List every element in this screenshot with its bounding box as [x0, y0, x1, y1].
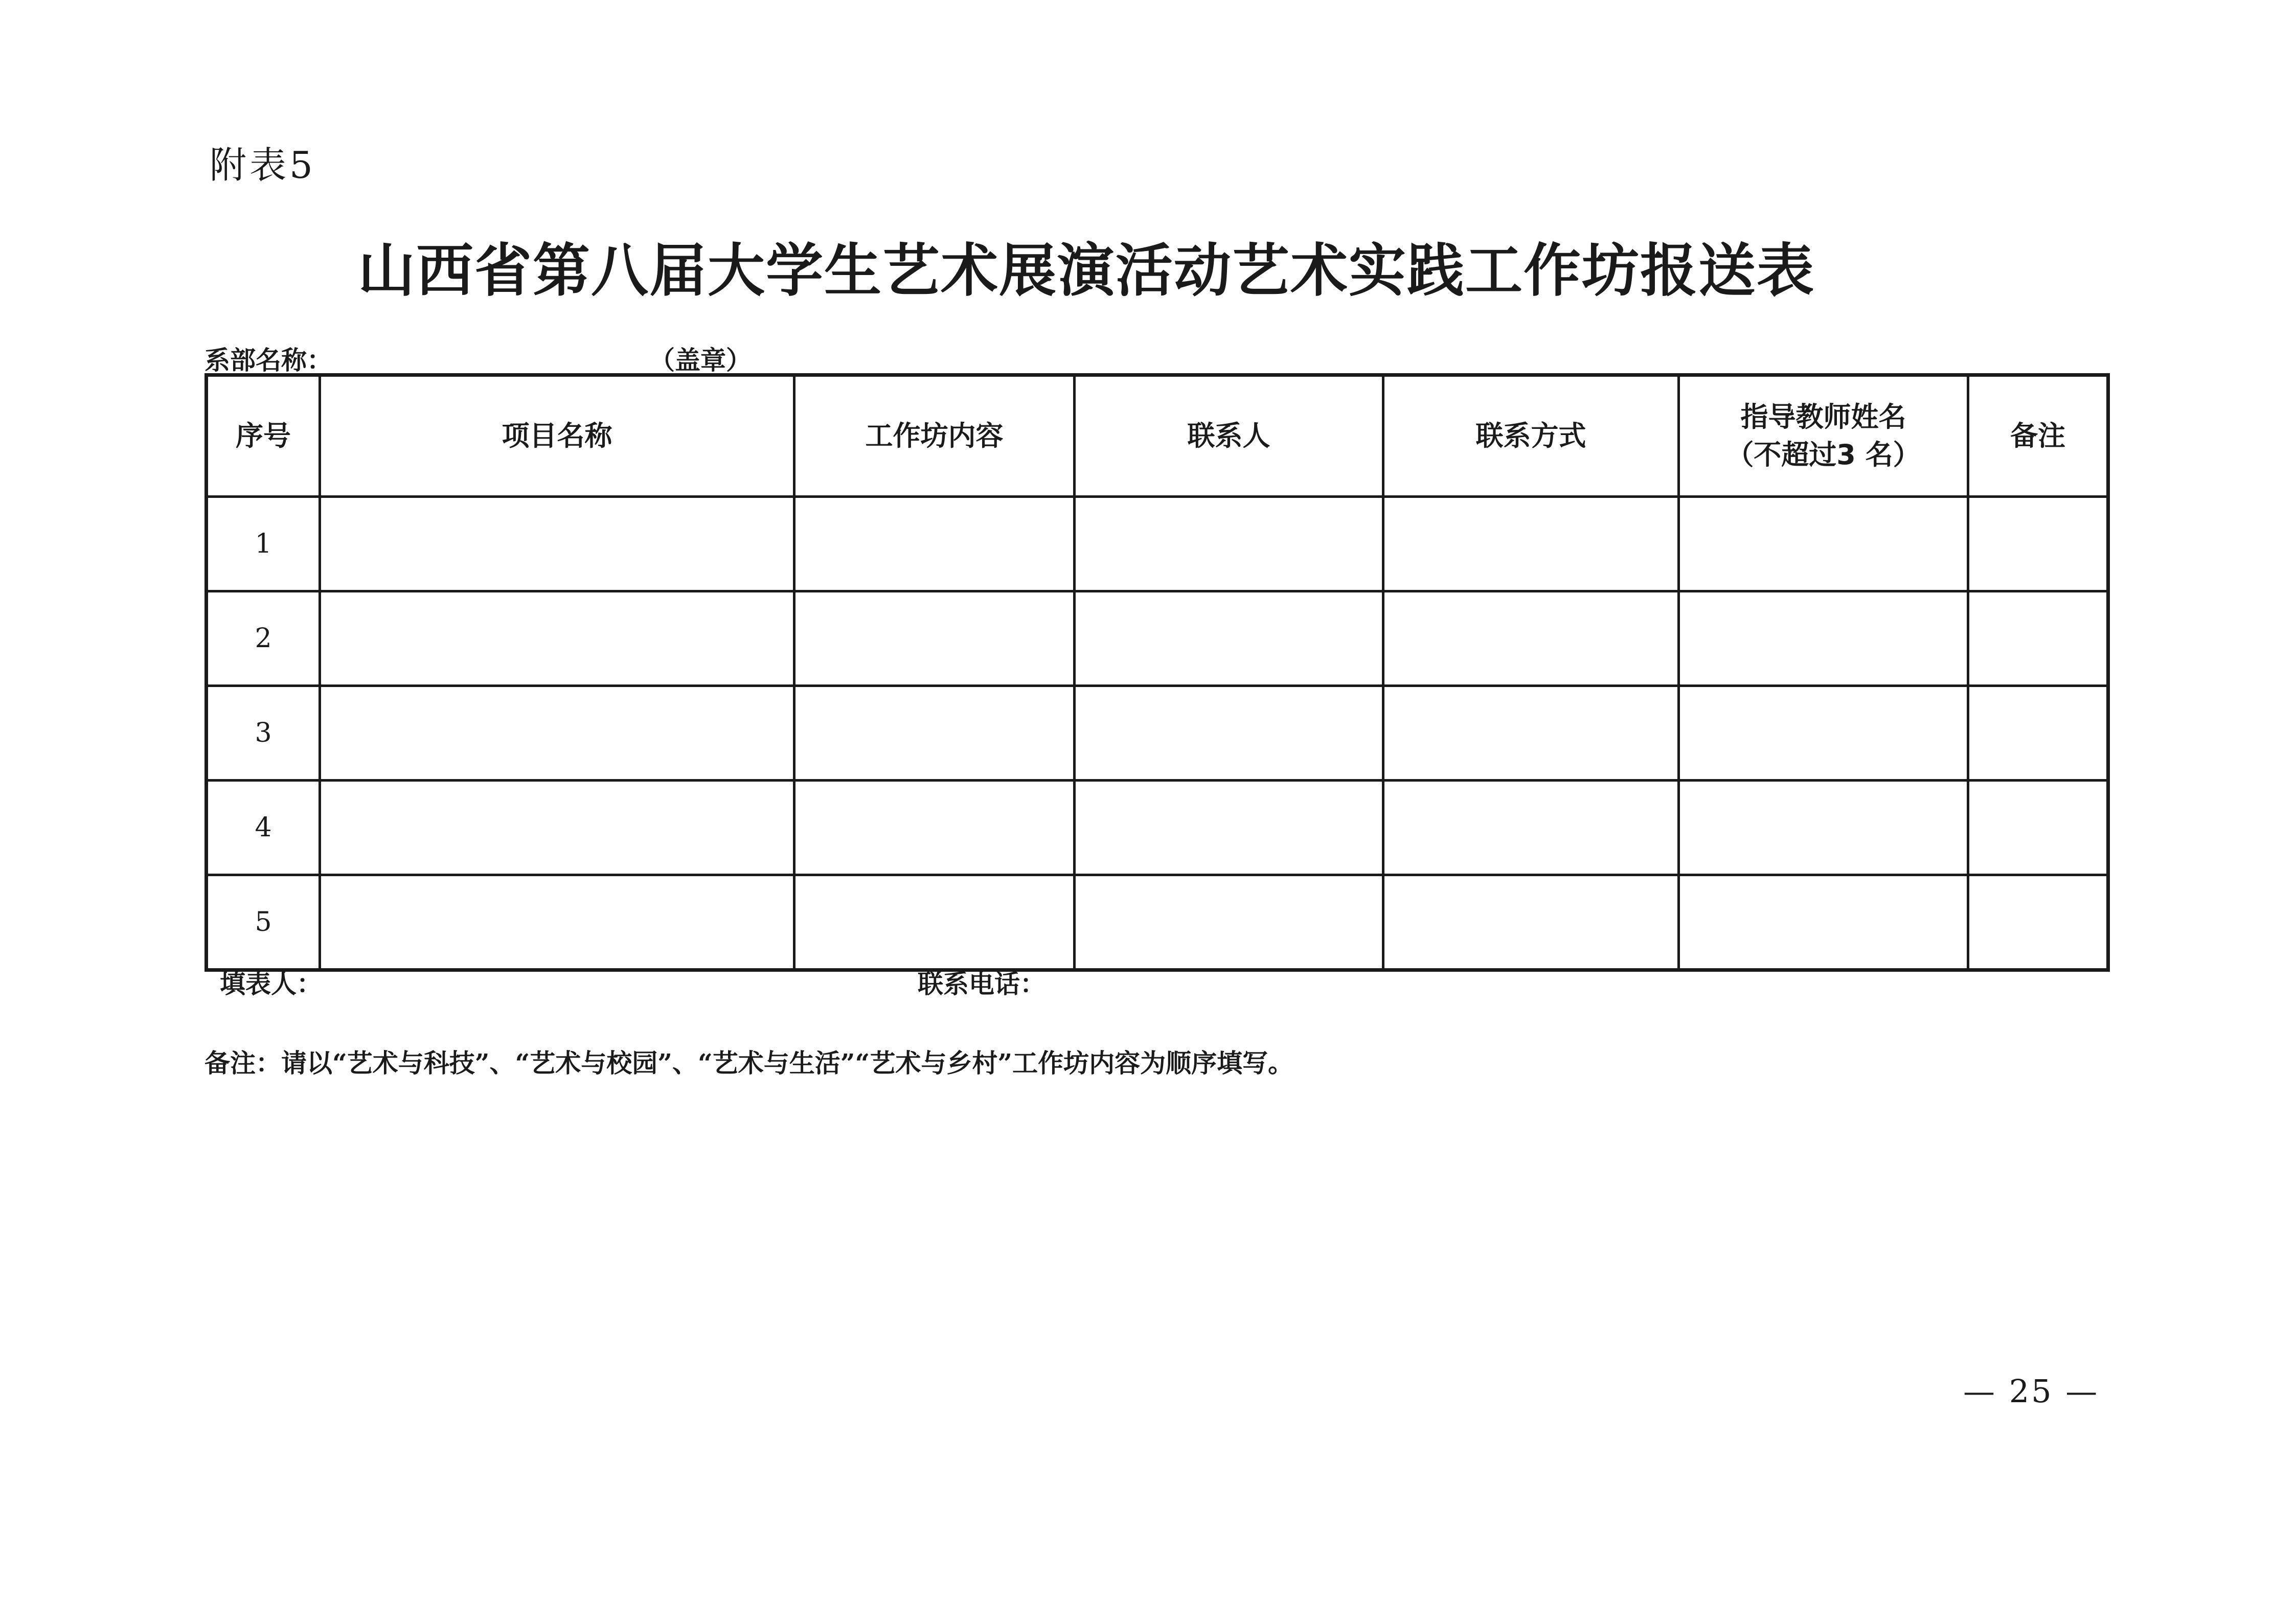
- contact-method-cell[interactable]: [1383, 781, 1679, 875]
- table-row: [207, 686, 2108, 781]
- workshop-content-cell[interactable]: [794, 591, 1075, 686]
- header-contact-method: 联系方式: [1383, 375, 1679, 497]
- contact-person-cell[interactable]: [1075, 781, 1383, 875]
- header-project-name: 项目名称: [320, 375, 794, 497]
- workshop-content-cell[interactable]: [794, 875, 1075, 970]
- project-name-cell[interactable]: [320, 875, 794, 970]
- project-name-cell[interactable]: [320, 686, 794, 781]
- header-remarks: 备注: [1968, 375, 2108, 497]
- table-row: [207, 497, 2108, 591]
- remarks-cell[interactable]: [1968, 781, 2108, 875]
- teacher-name-cell[interactable]: [1679, 875, 1968, 970]
- remarks-cell[interactable]: [1968, 591, 2108, 686]
- project-name-cell[interactable]: [320, 591, 794, 686]
- remarks-note: 备注：请以“艺术与科技”、“艺术与校园”、“艺术与生活”“艺术与乡村”工作坊内容为顺序填写。: [204, 1048, 1294, 1078]
- remarks-cell[interactable]: [1968, 875, 2108, 970]
- header-teacher-name-label: 指导教师姓名: [1740, 401, 1906, 433]
- workshop-content-cell[interactable]: [794, 781, 1075, 875]
- teacher-name-cell[interactable]: [1679, 781, 1968, 875]
- project-name-cell[interactable]: [320, 781, 794, 875]
- workshop-content-cell[interactable]: [794, 686, 1075, 781]
- page-title: 山西省第八届大学生艺术展演活动艺术实践工作坊报送表: [358, 238, 1815, 304]
- remarks-cell[interactable]: [1968, 497, 2108, 591]
- department-label: 系部名称：: [204, 345, 332, 375]
- workshop-content-cell[interactable]: [794, 497, 1075, 591]
- header-teacher-name-note: （不超过3 名）: [1726, 439, 1921, 471]
- filler-label: 填表人：: [220, 969, 322, 999]
- contact-person-cell[interactable]: [1075, 591, 1383, 686]
- teacher-name-cell[interactable]: [1679, 497, 1968, 591]
- table-header-row: [207, 375, 2108, 497]
- header-workshop-content: 工作坊内容: [794, 375, 1075, 497]
- department-blank-field[interactable]: [337, 347, 639, 377]
- contact-person-cell[interactable]: [1075, 686, 1383, 781]
- submission-table: [204, 373, 2110, 972]
- header-contact-person: 联系人: [1075, 375, 1383, 497]
- row-number-cell: 4: [207, 781, 320, 875]
- table-row: [207, 591, 2108, 686]
- contact-method-cell[interactable]: [1383, 686, 1679, 781]
- contact-person-cell[interactable]: [1075, 497, 1383, 591]
- contact-method-cell[interactable]: [1383, 875, 1679, 970]
- table-row: [207, 875, 2108, 970]
- header-teacher-name: [1679, 375, 1968, 497]
- remarks-cell[interactable]: [1968, 686, 2108, 781]
- seal-label: （盖章）: [649, 345, 752, 375]
- header-seq: 序号: [207, 375, 320, 497]
- contact-person-cell[interactable]: [1075, 875, 1383, 970]
- page-number: — 25 —: [1963, 1373, 2100, 1410]
- table-row: [207, 781, 2108, 875]
- row-number-cell: 5: [207, 875, 320, 970]
- contact-method-cell[interactable]: [1383, 497, 1679, 591]
- department-line: [204, 340, 752, 377]
- attachment-label: 附表5: [210, 144, 316, 187]
- project-name-cell[interactable]: [320, 497, 794, 591]
- row-number-cell: 3: [207, 686, 320, 781]
- row-number-cell: 1: [207, 497, 320, 591]
- teacher-name-cell[interactable]: [1679, 591, 1968, 686]
- teacher-name-cell[interactable]: [1679, 686, 1968, 781]
- contact-phone-label: 联系电话：: [918, 969, 1045, 999]
- row-number-cell: 2: [207, 591, 320, 686]
- contact-method-cell[interactable]: [1383, 591, 1679, 686]
